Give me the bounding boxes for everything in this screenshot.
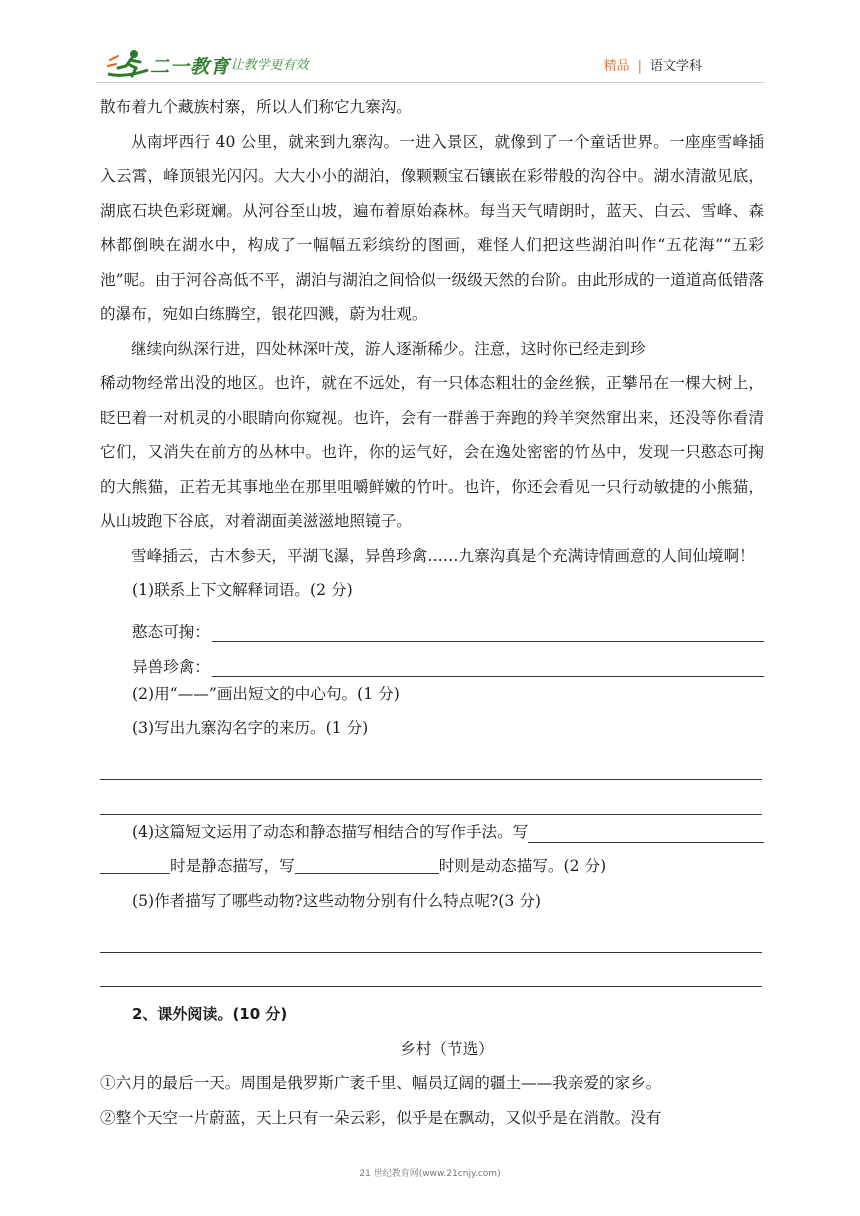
term-row xyxy=(100,642,764,677)
answer-blank[interactable] xyxy=(528,824,764,843)
question-3: (3)写出九寨沟名字的来历。(1 分) xyxy=(132,719,369,737)
passage-paragraph: 继续向纵深行进，四处林深叶茂，游人逐渐稀少。注意，这时你已经走到珍 xyxy=(131,339,646,358)
passage-paragraph: 雪峰插云，古木参天，平湖飞瀑，异兽珍禽……九寨沟真是个充满诗情画意的人间仙境啊！ xyxy=(131,546,755,565)
term-label: 憨态可掬： xyxy=(132,623,210,641)
answer-line[interactable] xyxy=(100,918,762,953)
term-label: 异兽珍禽： xyxy=(132,657,210,676)
premium-tag: 精品 xyxy=(603,59,630,74)
question-4-continued xyxy=(100,849,764,884)
question-4 xyxy=(100,815,764,850)
document-body xyxy=(100,90,764,1135)
question-2: (2)用“——”画出短文的中心句。(1 分) xyxy=(132,684,400,703)
answer-line[interactable] xyxy=(212,654,764,677)
reading-paragraph: ②整个天空一片蔚蓝，天上只有一朵云彩，似乎是在飘动，又似乎是在消散。没有 xyxy=(100,1108,662,1127)
answer-line[interactable] xyxy=(212,619,764,642)
answer-blank[interactable] xyxy=(100,855,170,874)
answer-line[interactable] xyxy=(100,746,762,781)
passage-paragraph: 散布着九个藏族村寨，所以人们称它九寨沟。 xyxy=(100,98,412,116)
term-row xyxy=(100,608,764,643)
passage-paragraph: 从南坪西行 40 公里，就来到九寨沟。一进入景区，就像到了一个童话世界。一座座雪峰插入云霄，峰顶银光闪闪。大大小小的湖泊，像颗颗宝石镶嵌在彩带般的沟谷中。湖水清澈见底，湖底石块色彩斑斓。从河谷至山坡，遍布着原始森林。每当天气晴朗时，蓝天、白云、雪峰、森林都倒映在湖水中，构成了一幅幅五彩缤纷的图画，难怪人们把这些湖泊叫作“五花海”“五彩池”呢。由于河谷高低不平，湖泊与湖泊之间恰似一级级天然的台阶。由此形成的一道道高低错落的瀑布，宛如白练腾空，银花四溅，蔚为壮观。 xyxy=(100,132,764,323)
passage-paragraph: 稀动物经常出没的地区。也许，就在不远处，有一只体态粗壮的金丝猴，正攀吊在一棵大树上，眨巴着一对机灵的小眼睛向你窥视。也许，会有一群善于奔跑的羚羊突然窜出来，还没等你看清它们，又消失在前方的丛林中。也许，你的运气好，会在逸处密密的竹丛中，发现一只憨态可掬的大熊猫，正若无其事地坐在那里咀嚼鲜嫩的竹叶。也许，你还会看见一只行动敏捷的小熊猫，从山坡跑下谷底，对着湖面美滋滋地照镜子。 xyxy=(100,374,764,530)
answer-line[interactable] xyxy=(100,953,762,988)
reading-title: 乡村（节选） xyxy=(400,1039,494,1058)
answer-blank[interactable] xyxy=(295,855,439,874)
reading-paragraph: ①六月的最后一天。周围是俄罗斯广袤千里、幅员辽阔的疆土——我亲爱的家乡。 xyxy=(100,1074,662,1092)
question-4-text: (4)这篇短文运用了动态和静态描写相结合的写作手法。写 xyxy=(132,822,529,841)
question-5: (5)作者描写了哪些动物?这些动物分别有什么特点呢?(3 分) xyxy=(132,891,541,910)
page-footer: 21 世纪教育网(www.21cnjy.com) xyxy=(359,1169,501,1179)
section-heading: 2、课外阅读。(10 分) xyxy=(132,1005,288,1023)
brand-name: 二一教育 xyxy=(150,56,231,78)
question-4-text: 时是静态描写，写 xyxy=(170,857,295,875)
header-divider xyxy=(96,82,764,83)
answer-line[interactable] xyxy=(100,780,762,815)
subject-tag: 语文学科 xyxy=(649,59,702,74)
header-tags xyxy=(604,55,702,74)
header-separator: | xyxy=(637,59,642,74)
question-1: (1)联系上下文解释词语。(2 分) xyxy=(132,581,353,599)
question-4-text: 时则是动态描写。(2 分) xyxy=(438,857,607,875)
page-header xyxy=(0,0,860,88)
slogan: / 让教学更有效 xyxy=(222,58,309,73)
